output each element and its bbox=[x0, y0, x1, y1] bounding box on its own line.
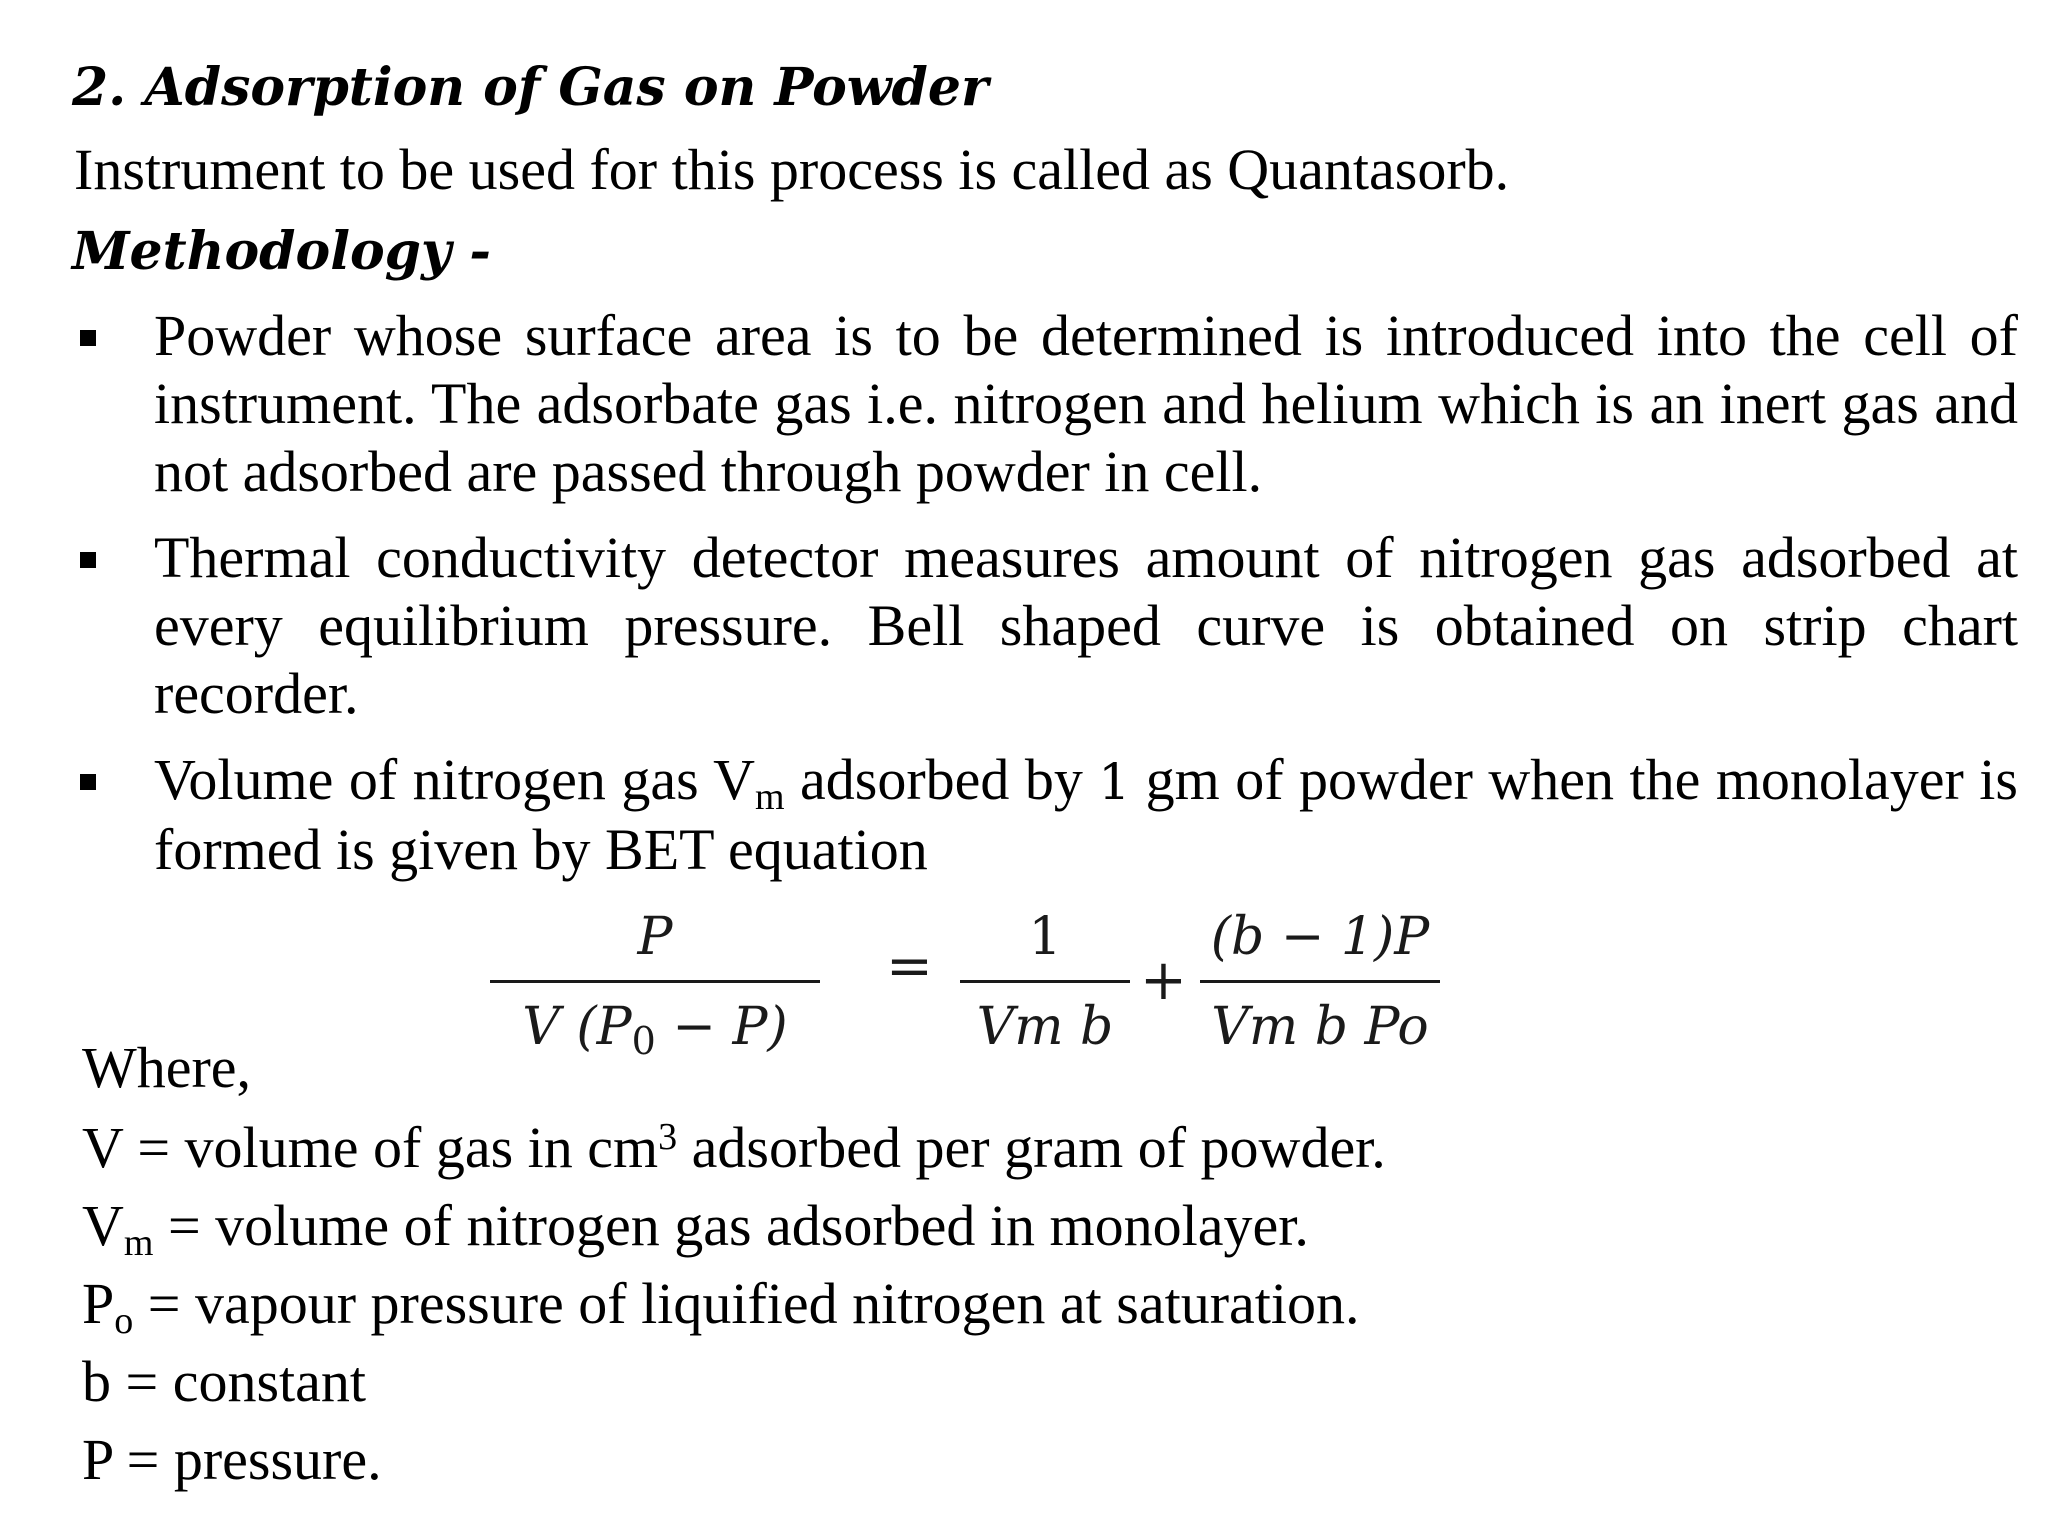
bullet-text-part: Volume of nitrogen gas V bbox=[154, 747, 755, 812]
lhs-den-subscript: 0 bbox=[631, 1019, 656, 1063]
definition-symbol: V bbox=[82, 1115, 123, 1180]
square-bullet-icon bbox=[80, 774, 96, 790]
lhs-den-part: V (P bbox=[522, 997, 632, 1057]
intro-text: Instrument to be used for this process is called as Quantasorb. bbox=[74, 137, 1510, 202]
definition-symbol: V bbox=[82, 1193, 124, 1258]
fraction-bar bbox=[960, 980, 1130, 983]
list-item bbox=[0, 302, 2048, 506]
where-label: Where, bbox=[82, 1035, 252, 1100]
lhs-den-part: − P) bbox=[655, 997, 788, 1057]
fraction-bar bbox=[1200, 980, 1440, 983]
definition-text: adsorbed per gram of powder. bbox=[677, 1115, 1386, 1180]
plus-sign: + bbox=[1140, 948, 1187, 1013]
superscript: 3 bbox=[658, 1116, 678, 1158]
subscript: o bbox=[114, 1300, 134, 1342]
methodology-list bbox=[0, 302, 2048, 902]
equals-sign: = bbox=[886, 934, 933, 999]
definition-text: = volume of gas in cm bbox=[122, 1115, 659, 1180]
bullet-text: Thermal conductivity detector measures amount of nitrogen gas adsorbed at every equilibrium pressure. Bell shaped curve is obtained on strip chart recorder. bbox=[154, 525, 2018, 726]
definition-p: P = pressure. bbox=[82, 1427, 382, 1492]
term2-numerator: (b − 1)P bbox=[1210, 907, 1430, 967]
definition-text: = vapour pressure of liquified nitrogen at saturation. bbox=[133, 1271, 1360, 1336]
subscript: m bbox=[123, 1222, 154, 1264]
methodology-heading: Methodology - bbox=[72, 221, 491, 282]
bullet-text-part: adsorbed by bbox=[784, 747, 1099, 812]
fraction-bar bbox=[490, 980, 820, 983]
term2-denominator: Vm b Po bbox=[1211, 997, 1429, 1057]
square-bullet-icon bbox=[80, 330, 96, 346]
section-title: 2. Adsorption of Gas on Powder bbox=[72, 57, 989, 118]
term1-numerator: 1 bbox=[1028, 907, 1062, 967]
definition-v bbox=[82, 1110, 1386, 1188]
definition-symbol: P bbox=[82, 1271, 115, 1336]
bullet-text-part: gm of powder when the monolayer is formed is given by BET equation bbox=[154, 747, 2018, 882]
number: 1 bbox=[1098, 753, 1131, 811]
list-item bbox=[0, 746, 2048, 884]
definition-po bbox=[82, 1266, 1386, 1344]
definition-text: = volume of nitrogen gas adsorbed in monolayer. bbox=[153, 1193, 1309, 1258]
definition-b: b = constant bbox=[82, 1349, 366, 1414]
definition-vm bbox=[82, 1188, 1386, 1266]
subscript: m bbox=[755, 776, 785, 818]
square-bullet-icon bbox=[80, 552, 96, 568]
definitions-list bbox=[82, 1030, 1386, 1500]
list-item bbox=[0, 524, 2048, 728]
bullet-text: Powder whose surface area is to be determined is introduced into the cell of instrument. The adsorbate gas i.e. nitrogen and helium which is an inert gas and not adsorbed are passed through powder in cell. bbox=[154, 303, 2018, 504]
lhs-numerator: P bbox=[637, 907, 673, 967]
term1-denominator: Vm b bbox=[976, 997, 1114, 1057]
